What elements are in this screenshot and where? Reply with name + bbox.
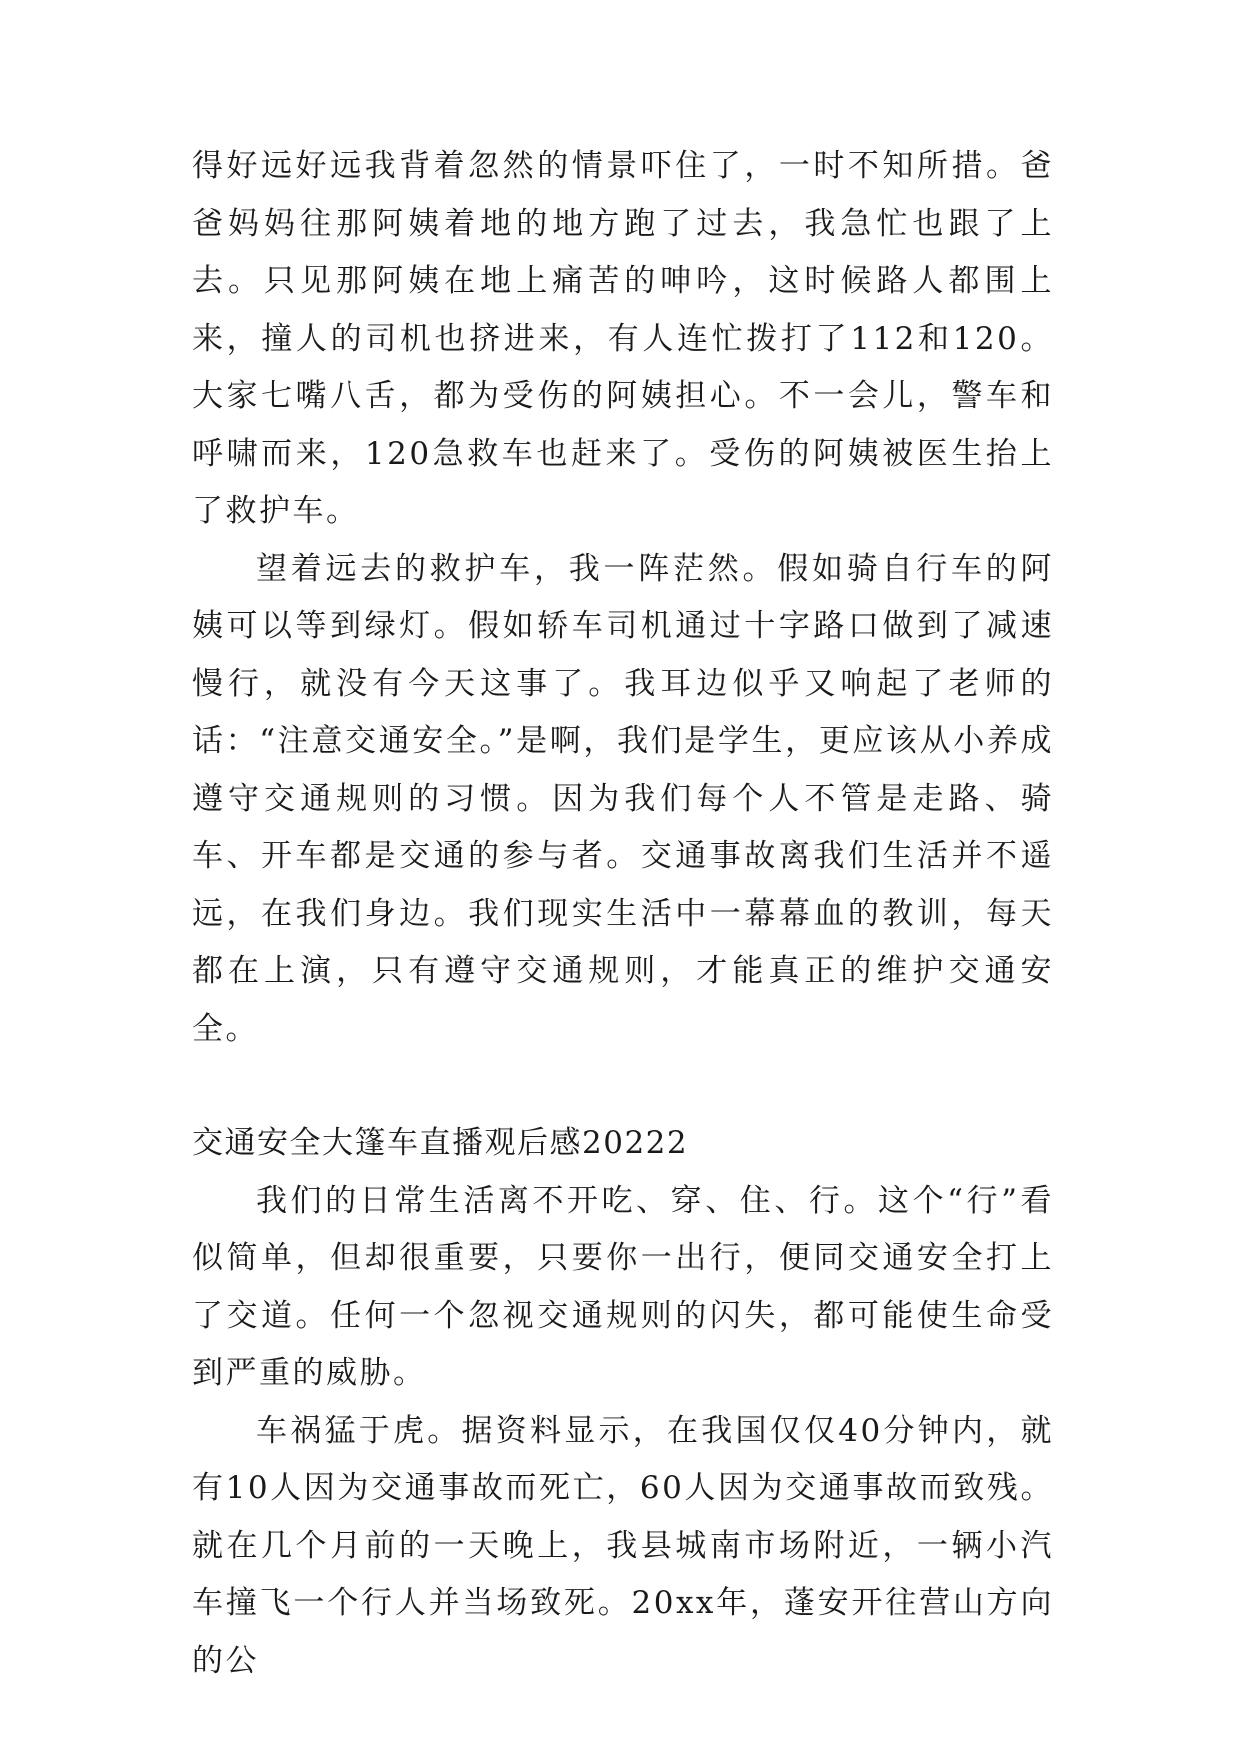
paragraph-reflection: 望着远去的救护车，我一阵茫然。假如骑自行车的阿姨可以等到绿灯。假如轿车司机通过十字路口做到了减速慢行，就没有今天这事了。我耳边似乎又响起了老师的话：“注意交通安全。”是啊，我们是学生，更应该从小养成遵守交通规则的习惯。因为我们每个人不管是走路、骑车、开车都是交通的参与者。交通事故离我们生活并不遥远，在我们身边。我们现实生活中一幕幕血的教训，每天都在上演，只有遵守交通规则，才能真正的维护交通安全。 [192,550,1054,1047]
section-spacer [192,1058,1054,1115]
paragraph-continued: 得好远好远我背着忽然的情景吓住了，一时不知所措。爸爸妈妈往那阿姨着地的地方跑了过去，我急忙也跟了上去。只见那阿姨在地上痛苦的呻吟，这时候路人都围上来，撞人的司机也挤进来，有人连忙拨打了112和120。大家七嘴八舌，都为受伤的阿姨担心。不一会儿，警车和呼啸而来，120急救车也赶来了。受伤的阿姨被医生抬上了救护车。 [192,148,1054,529]
paragraph-statistics: 车祸猛于虎。据资料显示，在我国仅仅40分钟内，就有10人因为交通事故而死亡，60人因为交通事故而致残。就在几个月前的一天晚上，我县城南市场附近，一辆小汽车撞飞一个行人并当场致死。20xx年，蓬安开往营山方向的公 [192,1412,1054,1679]
paragraph-intro: 我们的日常生活离不开吃、穿、住、行。这个“行”看似简单，但却很重要，只要你一出行，便同交通安全打上了交道。任何一个忽视交通规则的闪失，都可能使生命受到严重的威胁。 [192,1182,1054,1391]
document-body [192,138,1054,1690]
section-heading: 交通安全大篷车直播观后感20222 [192,1125,689,1161]
